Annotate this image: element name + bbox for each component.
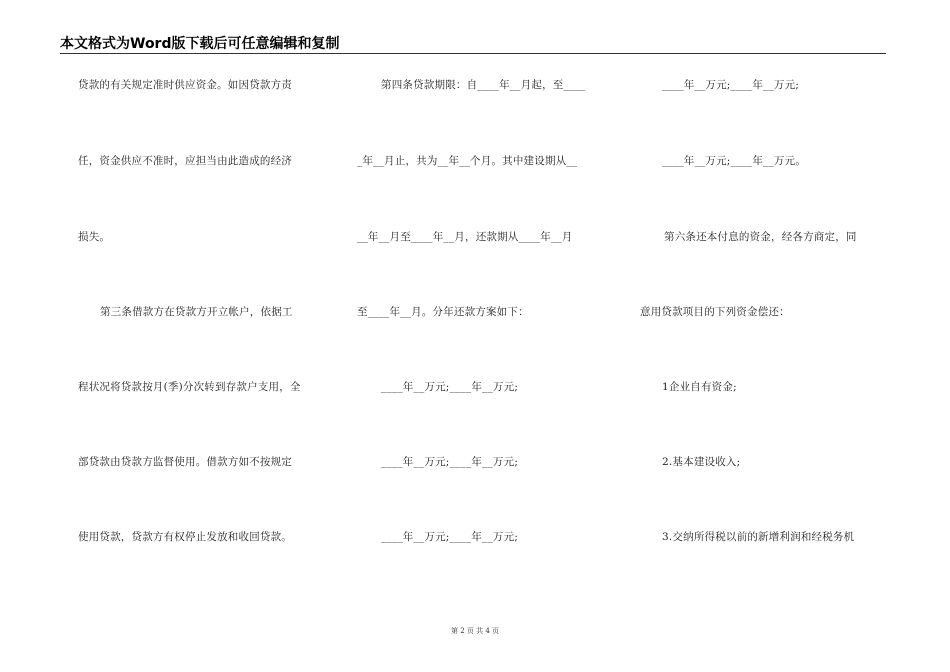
text-line: 使用贷款，贷款方有权停止发放和收回贷款。 (78, 531, 292, 543)
text-line: 损失。 (78, 231, 111, 243)
text-line: __年__月至____年__月，还款期从____年__月 (357, 231, 573, 243)
text-line: ____年__万元;____年__万元; (381, 381, 519, 393)
text-line: 部贷款由贷款方监督使用。借款方如不按规定 (78, 456, 292, 468)
text-line: 第六条还本付息的资金，经各方商定，同 (664, 231, 857, 243)
text-line: 第四条贷款期限：自____年__月起，至____ (381, 79, 586, 91)
text-line: 第三条借款方在贷款方开立帐户，依据工 (100, 306, 293, 318)
text-line: ____年__万元;____年__万元。 (662, 155, 807, 167)
text-line: 至____年__月。分年还款方案如下： (357, 306, 529, 318)
text-line: ____年__万元;____年__万元; (381, 531, 519, 543)
text-line: 3.交纳所得税以前的新增利润和经税务机 (662, 531, 855, 543)
text-line: 任，资金供应不准时，应担当由此造成的经济 (78, 155, 292, 167)
text-line: 贷款的有关规定准时供应资金。如因贷款方责 (78, 79, 292, 91)
text-line: 1企业自有资金; (662, 381, 737, 393)
text-line: _年__月止，共为__年__个月。其中建设期从__ (357, 155, 578, 167)
text-line: 2.基本建设收入; (662, 456, 741, 468)
text-line: ____年__万元;____年__万元; (662, 79, 800, 91)
text-line: ____年__万元;____年__万元; (381, 456, 519, 468)
header-divider (60, 53, 886, 54)
text-line: 程状况将贷款按月(季)分次转到存款户支用，全 (78, 381, 301, 393)
header-title: 本文格式为Word版下载后可任意编辑和复制 (60, 36, 340, 52)
page-number: 第 2 页 共 4 页 (450, 627, 500, 635)
text-line: 意用贷款项目的下列资金偿还： (640, 306, 790, 318)
